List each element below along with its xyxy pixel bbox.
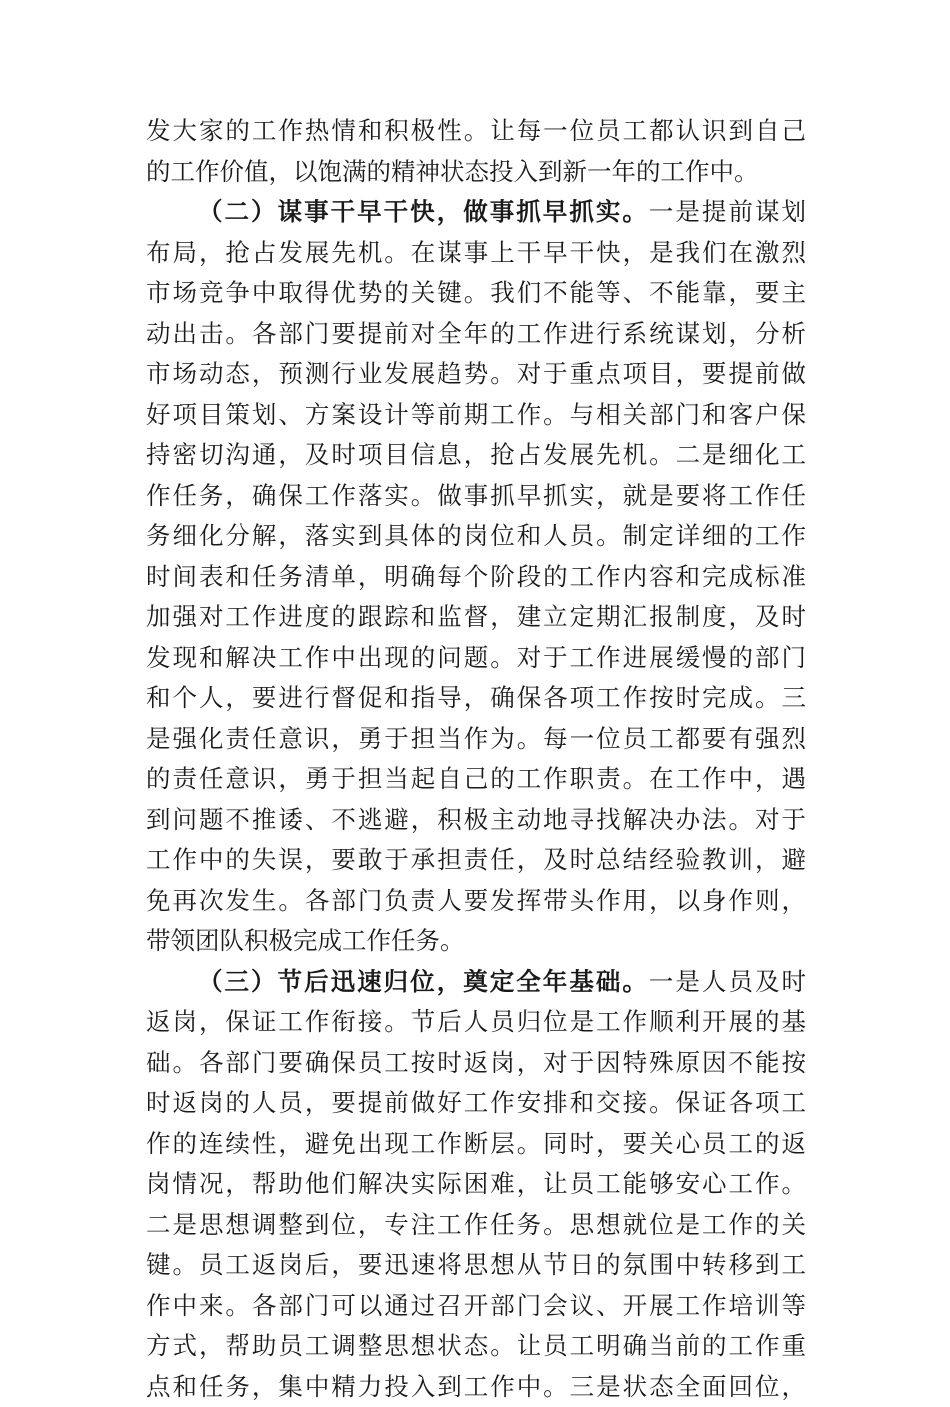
paragraph-heading-line (146, 962, 806, 1003)
text-line: 持密切沟通，及时项目信息，抢占发展先机。二是细化工 (146, 435, 806, 476)
text-line: 键。员工返岗后，要迅速将思想从节日的氛围中转移到工 (146, 1245, 806, 1286)
text-line: 发大家的工作热情和积极性。让每一位员工都认识到自己 (146, 111, 806, 152)
text-line: 作中来。各部门可以通过召开部门会议、开展工作培训等 (146, 1286, 806, 1327)
section-heading-2: （二）谋事干早干快，做事抓早抓实。 (198, 197, 649, 226)
text-line: 发现和解决工作中出现的问题。对于工作进展缓慢的部门 (146, 638, 806, 679)
text-line: 的工作价值，以饱满的精神状态投入到新一年的工作中。 (146, 152, 806, 193)
text-line: 免再次发生。各部门负责人要发挥带头作用，以身作则， (146, 881, 806, 922)
text-line: 作的连续性，避免出现工作断层。同时，要关心员工的返 (146, 1124, 806, 1165)
section-heading-3: （三）节后迅速归位，奠定全年基础。 (198, 967, 649, 996)
text-line: 务细化分解，落实到具体的岗位和人员。制定详细的工作 (146, 516, 806, 557)
body-text (146, 111, 806, 1407)
text-line: 岗情况，帮助他们解决实际困难，让员工能够安心工作。 (146, 1164, 806, 1205)
text-line: 返岗，保证工作衔接。节后人员归位是工作顺利开展的基 (146, 1002, 806, 1043)
text-line: 二是思想调整到位，专注工作任务。思想就位是工作的关 (146, 1205, 806, 1246)
text-line: 是强化责任意识，勇于担当作为。每一位员工都要有强烈 (146, 719, 806, 760)
text-line: 方式，帮助员工调整思想状态。让员工明确当前的工作重 (146, 1326, 806, 1367)
text-line: 础。各部门要确保员工按时返岗，对于因特殊原因不能按 (146, 1043, 806, 1084)
text-run: 一是人员及时 (649, 967, 806, 996)
text-line: 布局，抢占发展先机。在谋事上干早干快，是我们在激烈 (146, 233, 806, 274)
text-line: 作任务，确保工作落实。做事抓早抓实，就是要将工作任 (146, 476, 806, 517)
text-line: 加强对工作进度的跟踪和监督，建立定期汇报制度，及时 (146, 597, 806, 638)
text-line: 点和任务，集中精力投入到工作中。三是状态全面回位， (146, 1367, 806, 1407)
text-line: 工作中的失误，要敢于承担责任，及时总结经验教训，避 (146, 840, 806, 881)
text-line: 带领团队积极完成工作任务。 (146, 921, 806, 962)
text-line: 和个人，要进行督促和指导，确保各项工作按时完成。三 (146, 678, 806, 719)
text-line: 时返岗的人员，要提前做好工作安排和交接。保证各项工 (146, 1083, 806, 1124)
text-line: 到问题不推诿、不逃避，积极主动地寻找解决办法。对于 (146, 800, 806, 841)
text-line: 的责任意识，勇于担当起自己的工作职责。在工作中，遇 (146, 759, 806, 800)
paragraph-heading-line (146, 192, 806, 233)
text-line: 时间表和任务清单，明确每个阶段的工作内容和完成标准 (146, 557, 806, 598)
text-line: 动出击。各部门要提前对全年的工作进行系统谋划，分析 (146, 314, 806, 355)
text-line: 市场竞争中取得优势的关键。我们不能等、不能靠，要主 (146, 273, 806, 314)
text-run: 一是提前谋划 (649, 197, 806, 226)
text-line: 市场动态，预测行业发展趋势。对于重点项目，要提前做 (146, 354, 806, 395)
text-line: 好项目策划、方案设计等前期工作。与相关部门和客户保 (146, 395, 806, 436)
